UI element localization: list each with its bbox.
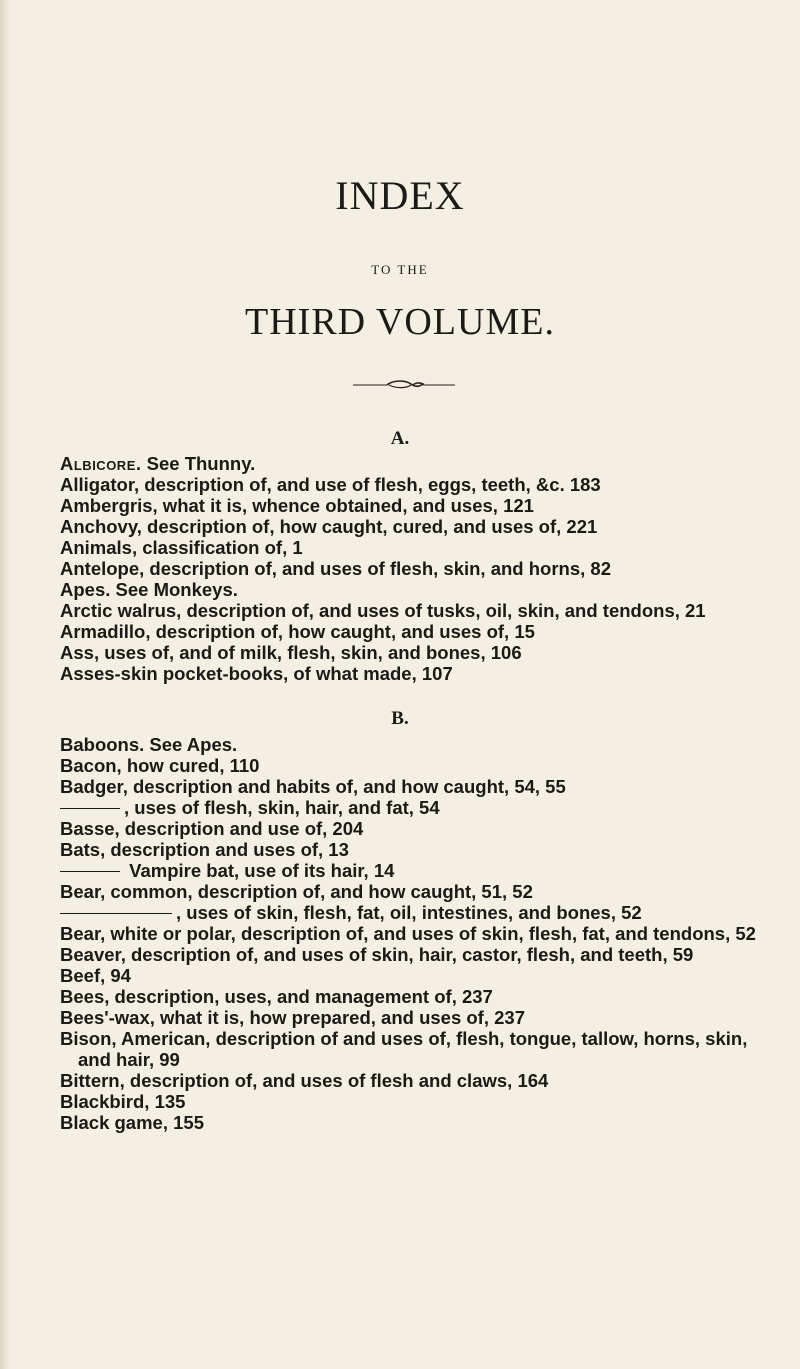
index-entry bbox=[60, 944, 760, 965]
index-entry bbox=[60, 474, 760, 495]
entry-text: Arctic walrus, description of, and uses of tusks, oil, skin, and tendons, 21 bbox=[60, 600, 706, 621]
ditto-dash bbox=[60, 808, 120, 809]
index-entry bbox=[60, 1091, 760, 1112]
index-entry bbox=[60, 1112, 760, 1133]
index-entry bbox=[60, 495, 760, 516]
section-letter-b: B. bbox=[391, 708, 409, 729]
index-entry bbox=[60, 965, 760, 986]
entry-text: Armadillo, description of, how caught, and uses of, 15 bbox=[60, 621, 535, 642]
entry-text: Antelope, description of, and uses of flesh, skin, and horns, 82 bbox=[60, 558, 611, 579]
entry-headword: Albicore. bbox=[60, 453, 142, 474]
index-entry bbox=[60, 755, 760, 776]
index-title: INDEX bbox=[335, 173, 465, 218]
section-letter-a: A. bbox=[390, 428, 410, 449]
entry-text: Bats, description and uses of, 13 bbox=[60, 839, 349, 860]
entry-text: Basse, description and use of, 204 bbox=[60, 818, 364, 839]
entry-text: , uses of flesh, skin, hair, and fat, 54 bbox=[124, 797, 440, 818]
index-entry bbox=[60, 642, 760, 663]
entry-text: Ambergris, what it is, whence obtained, and uses, 121 bbox=[60, 495, 534, 516]
entry-text: Black game, 155 bbox=[60, 1112, 204, 1133]
ornament-divider bbox=[353, 379, 455, 391]
ditto-dash bbox=[60, 871, 120, 872]
entry-text: Bear, common, description of, and how caught, 51, 52 bbox=[60, 881, 533, 902]
index-entry bbox=[60, 776, 760, 797]
index-entry bbox=[60, 1070, 760, 1091]
index-entry bbox=[60, 663, 760, 684]
entry-text: , uses of skin, flesh, fat, oil, intestines, and bones, 52 bbox=[176, 902, 642, 923]
index-entry bbox=[60, 881, 760, 902]
index-entry bbox=[60, 579, 760, 600]
index-entry bbox=[60, 797, 760, 818]
entry-text: Beef, 94 bbox=[60, 965, 131, 986]
entry-text: Blackbird, 135 bbox=[60, 1091, 186, 1112]
ditto-dash bbox=[60, 913, 172, 914]
entry-text: Bacon, how cured, 110 bbox=[60, 755, 260, 776]
index-entry bbox=[60, 734, 760, 755]
index-entry bbox=[60, 818, 760, 839]
entry-text: Asses-skin pocket-books, of what made, 107 bbox=[60, 663, 453, 684]
entry-text: Baboons. See Apes. bbox=[60, 734, 238, 755]
entry-text: Alligator, description of, and use of flesh, eggs, teeth, &c. 183 bbox=[60, 474, 601, 495]
index-entry bbox=[60, 1007, 760, 1028]
volume-title: THIRD VOLUME. bbox=[245, 301, 555, 343]
index-entry bbox=[60, 537, 760, 558]
entry-text: Apes. See Monkeys. bbox=[60, 579, 238, 600]
index-entry bbox=[60, 600, 760, 621]
index-entry bbox=[60, 516, 760, 537]
index-subtitle: TO THE bbox=[371, 262, 429, 277]
entry-text: Vampire bat, use of its hair, 14 bbox=[124, 860, 395, 881]
index-entry bbox=[60, 453, 760, 474]
index-entry bbox=[60, 860, 760, 881]
index-entry bbox=[60, 923, 760, 944]
entry-text: Ass, uses of, and of milk, flesh, skin, and bones, 106 bbox=[60, 642, 522, 663]
entry-text: Bees'-wax, what it is, how prepared, and uses of, 237 bbox=[60, 1007, 525, 1028]
index-entry bbox=[60, 1028, 760, 1070]
entry-text: Anchovy, description of, how caught, cured, and uses of, 221 bbox=[60, 516, 598, 537]
index-entry bbox=[60, 839, 760, 860]
entry-text: Beaver, description of, and uses of skin, hair, castor, flesh, and teeth, 59 bbox=[60, 944, 694, 965]
index-entry bbox=[60, 902, 760, 923]
entry-text: Bittern, description of, and uses of flesh and claws, 164 bbox=[60, 1070, 549, 1091]
index-entry bbox=[60, 986, 760, 1007]
entry-text: Animals, classification of, 1 bbox=[60, 537, 303, 558]
entry-text: Bees, description, uses, and management of, 237 bbox=[60, 986, 493, 1007]
entry-text: Bison, American, description of and uses of, flesh, tongue, tallow, horns, skin, and hair, 99 bbox=[60, 1028, 748, 1070]
index-entry bbox=[60, 558, 760, 579]
section-a-entries bbox=[60, 453, 760, 684]
index-entry bbox=[60, 621, 760, 642]
section-b-entries bbox=[60, 734, 760, 1133]
entry-text: Badger, description and habits of, and how caught, 54, 55 bbox=[60, 776, 566, 797]
entry-text: See Thunny. bbox=[141, 453, 256, 474]
entry-text: Bear, white or polar, description of, and uses of skin, flesh, fat, and tendons, 52 bbox=[60, 923, 756, 944]
